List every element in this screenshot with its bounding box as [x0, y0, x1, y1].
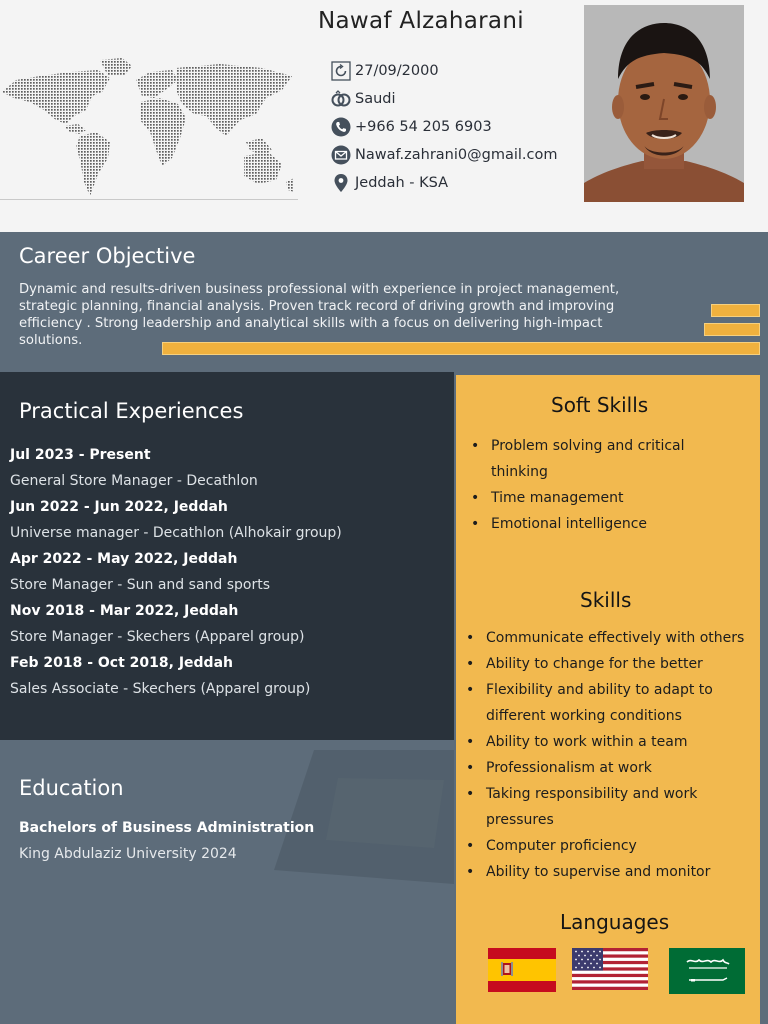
contact-nationality [330, 85, 557, 113]
list-item: • Communicate effectively with others [466, 625, 756, 651]
list-item: • Computer proficiency [466, 833, 756, 859]
spain-flag-icon [488, 948, 556, 992]
list-item: • Ability to change for the better [466, 651, 756, 677]
skills-heading: Skills [580, 588, 632, 612]
birthday-icon [330, 60, 352, 82]
soft-skills-heading: Soft Skills [551, 393, 649, 417]
experience-list [10, 442, 342, 702]
experience-role: General Store Manager - Decathlon [10, 473, 258, 489]
experience-role: Store Manager - Sun and sand sports [10, 577, 271, 593]
contact-location [330, 169, 557, 197]
list-item: • Time management [471, 485, 691, 511]
experience-role: Sales Associate - Skechers (Apparel group) [10, 681, 311, 697]
contact-birthdate [330, 57, 557, 85]
career-objective-section [0, 232, 768, 372]
accent-bar-long [162, 342, 760, 355]
experience-period: Apr 2022 - May 2022, Jeddah [10, 551, 238, 567]
skills-panel [456, 375, 760, 1024]
skills-list [466, 625, 756, 885]
header [0, 0, 768, 232]
email-text: Nawaf.zahrani0@gmail.com [355, 147, 558, 163]
list-item: • Emotional intelligence [471, 511, 691, 537]
rings-icon [330, 88, 352, 110]
phone-icon [330, 116, 352, 138]
contact-email [330, 141, 557, 169]
usa-flag-icon [572, 948, 648, 990]
list-item: • Problem solving and critical thinking [471, 433, 691, 485]
contact-list [330, 57, 557, 197]
list-item: • Flexibility and ability to adapt to different working conditions [466, 677, 756, 729]
list-item: • Taking responsibility and work pressures [466, 781, 756, 833]
list-item: • Ability to supervise and monitor [466, 859, 756, 885]
world-map-icon [0, 58, 298, 200]
education-school: King Abdulaziz University 2024 [19, 846, 237, 862]
decorative-document-shape [274, 748, 454, 884]
experience-role: Universe manager - Decathlon (Alhokair group) [10, 525, 342, 541]
birthdate-text: 27/09/2000 [355, 63, 439, 79]
soft-skills-list [471, 433, 691, 537]
experience-role: Store Manager - Skechers (Apparel group) [10, 629, 305, 645]
experience-period: Feb 2018 - Oct 2018, Jeddah [10, 655, 233, 671]
education-section [0, 740, 454, 1024]
experience-period: Nov 2018 - Mar 2022, Jeddah [10, 603, 239, 619]
saudi-arabia-flag-icon [669, 948, 745, 994]
location-pin-icon [330, 172, 352, 194]
portrait-illustration [584, 5, 744, 202]
education-degree: Bachelors of Business Administration [19, 820, 315, 836]
career-objective-heading: Career Objective [19, 244, 196, 268]
nationality-text: Saudi [355, 91, 396, 107]
email-icon [330, 144, 352, 166]
location-text: Jeddah - KSA [355, 175, 449, 191]
accent-bar-short [711, 304, 760, 317]
profile-photo [584, 5, 744, 202]
experience-period: Jul 2023 - Present [10, 447, 151, 463]
list-item: • Professionalism at work [466, 755, 756, 781]
languages-heading: Languages [560, 910, 670, 934]
map-divider [0, 199, 298, 200]
candidate-name: Nawaf Alzaharani [318, 8, 524, 34]
phone-text: +966 54 205 6903 [355, 119, 492, 135]
right-column [454, 372, 768, 1024]
list-item: • Ability to work within a team [466, 729, 756, 755]
contact-phone [330, 113, 557, 141]
experience-period: Jun 2022 - Jun 2022, Jeddah [10, 499, 228, 515]
career-objective-text: Dynamic and results-driven business professional with experience in project management, strategic planning, financial analysis. Proven track record of driving growth and improving efficiency . Strong leadership and analytical skills with a focus on delivering high-impact solutions. [19, 282, 620, 348]
experiences-section [0, 372, 454, 740]
experiences-heading: Practical Experiences [19, 399, 244, 423]
accent-bar-medium [704, 323, 760, 336]
education-heading: Education [19, 776, 124, 800]
